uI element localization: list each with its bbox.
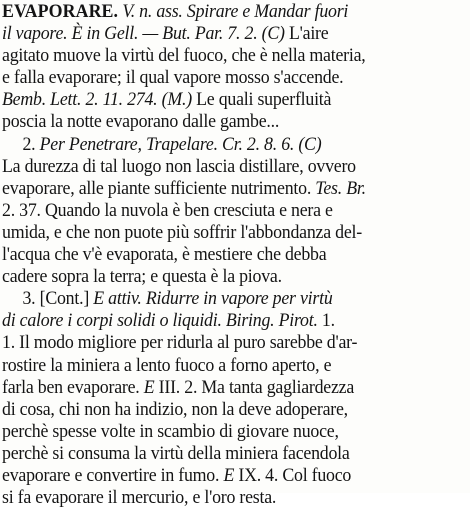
entry-line xyxy=(2,156,435,178)
line-segment: Per Penetrare, Trapelare. Cr. 2. 8. 6. (C) xyxy=(39,133,322,155)
line-segment: perchè si consuma la virtù della miniera facendola xyxy=(2,442,350,464)
entry-line xyxy=(2,222,435,244)
entry-line xyxy=(2,111,435,133)
line-segment: evaporare, alle piante sufficiente nutrimento. xyxy=(2,177,316,199)
line-segment: Tes. Br. xyxy=(315,177,366,199)
entry-line xyxy=(2,266,435,288)
headword: EVAPORARE. xyxy=(2,1,119,22)
entry-line xyxy=(2,23,435,45)
entry-line xyxy=(2,200,435,222)
entry-line xyxy=(2,377,435,399)
line-segment: V. n. ass. Spirare e Mandar fuori xyxy=(118,1,349,22)
line-segment: 2. 37. Quando la nuvola è ben cresciuta e nera e xyxy=(2,199,333,221)
line-segment: l'acqua che v'è evaporata, è mestiere che debba xyxy=(2,244,327,266)
line-segment: E xyxy=(223,464,235,486)
line-segment: L'aire xyxy=(284,23,329,45)
line-segment: cadere sopra la terra; e questa è la piova. xyxy=(2,266,282,288)
line-segment: il vapore. È in Gell. — But. Par. 7. 2. (C) xyxy=(2,23,285,45)
entry-line xyxy=(2,244,435,266)
line-segment: IX. 4. Col fuoco xyxy=(234,464,352,486)
line-segment: perchè spesse volte in scambio di giovare nuoce, xyxy=(2,420,339,442)
line-segment: 1. Il modo migliore per ridurla al puro sarebbe d'ar- xyxy=(2,332,358,354)
entry-line xyxy=(2,89,435,111)
sense-number: 2. xyxy=(22,133,40,155)
line-segment: agitato muove la virtù del fuoco, che è nella materia, xyxy=(2,45,366,67)
sense-3-line xyxy=(2,288,435,310)
sense-number: 3. [Cont.] xyxy=(22,288,94,310)
line-segment: di calore i corpi solidi o liquidi. Biring. Pirot. xyxy=(2,310,318,332)
entry-line xyxy=(2,178,435,200)
line-segment: III. 2. Ma tanta gagliardezza xyxy=(154,376,355,398)
line-segment: rostire la miniera a lento fuoco a forno aperto, e xyxy=(2,354,332,376)
line-segment: Le quali superfluità xyxy=(191,89,332,111)
line-segment: E xyxy=(143,376,155,398)
entry-line xyxy=(2,332,435,354)
line-segment: farla ben evaporare. xyxy=(2,376,144,398)
entry-line xyxy=(2,487,435,509)
entry-line xyxy=(2,1,435,23)
entry-line xyxy=(2,67,435,89)
line-segment: poscia la notte evaporano dalle gambe... xyxy=(2,111,280,133)
sense-2-line xyxy=(2,134,435,156)
line-segment: si fa evaporare il mercurio, e l'oro resta. xyxy=(2,487,277,509)
dictionary-entry xyxy=(2,1,468,509)
entry-line xyxy=(2,310,435,332)
line-segment: 1. xyxy=(317,310,335,332)
line-segment: E attiv. Ridurre in vapore per virtù xyxy=(93,288,333,310)
entry-line xyxy=(2,443,435,465)
line-segment: Bemb. Lett. 2. 11. 274. (M.) xyxy=(2,89,192,111)
entry-line xyxy=(2,465,435,487)
line-segment: umida, e che non puote più soffrir l'abbondanza del- xyxy=(2,221,362,243)
entry-line xyxy=(2,45,435,67)
line-segment: e falla evaporare; il qual vapore mosso s'accende. xyxy=(2,67,344,89)
line-segment: La durezza di tal luogo non lascia distillare, ovvero xyxy=(2,155,356,177)
entry-line xyxy=(2,355,435,377)
line-segment: evaporare e convertire in fumo. xyxy=(2,464,224,486)
entry-line xyxy=(2,399,435,421)
entry-line xyxy=(2,421,435,443)
line-segment: di cosa, chi non ha indizio, non la deve adoperare, xyxy=(2,398,348,420)
